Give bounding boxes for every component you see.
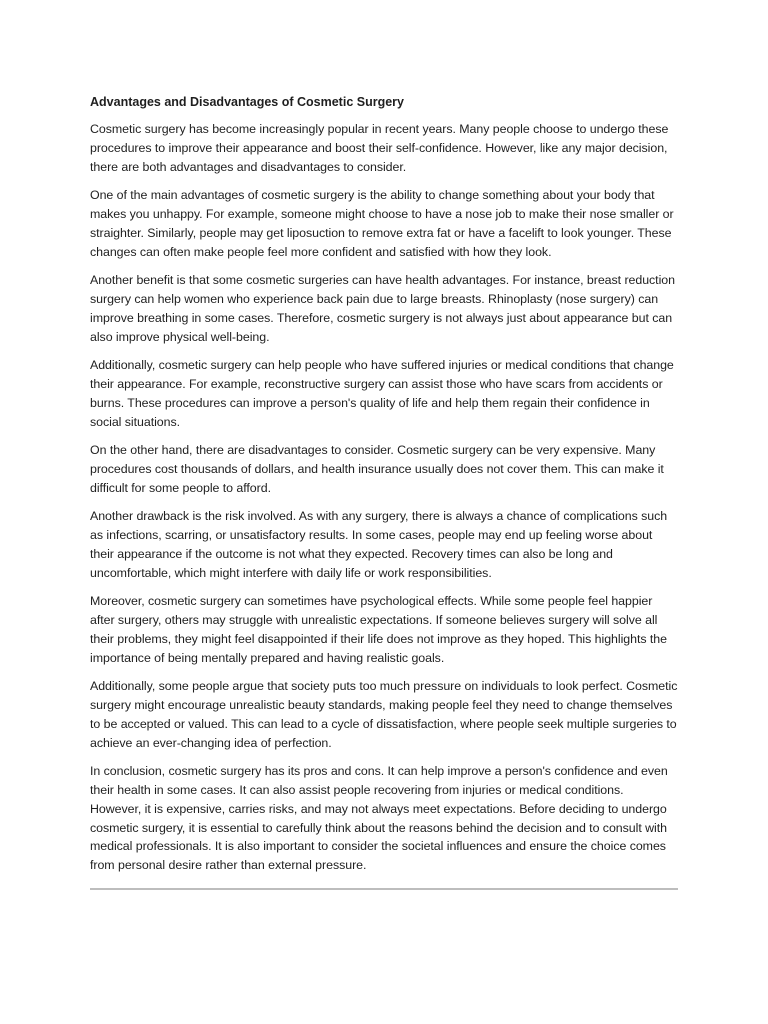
paragraph-advantage-appearance: One of the main advantages of cosmetic surgery is the ability to change something about your body that makes you unhappy. For example, someone might choose to have a nose job to make their nose smaller or straighter. Similarly, people may get liposuction to remove extra fat or have a facelift to look younger. These changes can often make people feel more confident and satisfied with how they look. bbox=[90, 188, 674, 259]
paragraph-disadvantage-risk: Another drawback is the risk involved. As with any surgery, there is always a chance of complications such as infections, scarring, or unsatisfactory results. In some cases, people may end up feeling worse about their appearance if the outcome is not what they expected. Recovery times can also be long and uncomfortable, which might interfere with daily life or work responsibilities. bbox=[90, 509, 668, 580]
paragraph-disadvantage-cost: On the other hand, there are disadvantages to consider. Cosmetic surgery can be very expensive. Many procedures cost thousands of dollars, and health insurance usually does not cover them. This can make it difficult for some people to afford. bbox=[90, 443, 664, 495]
paragraph-conclusion: In conclusion, cosmetic surgery has its pros and cons. It can help improve a person's confidence and even their health in some cases. It can also assist people recovering from injuries or medical conditions. However, it is expensive, carries risks, and may not always meet expectations. Before deciding to undergo cosmetic surgery, it is essential to carefully think about the reasons behind the decision and to consult with medical professionals. It is also important to consider the societal influences and ensure the choice comes from personal desire rather than external pressure. bbox=[90, 764, 668, 873]
paragraph-intro: Cosmetic surgery has become increasingly popular in recent years. Many people choose to undergo these procedures to improve their appearance and boost their self-confidence. However, like any major decision, there are both advantages and disadvantages to consider. bbox=[90, 122, 669, 174]
document-title: Advantages and Disadvantages of Cosmetic Surgery bbox=[90, 95, 404, 109]
document-body bbox=[90, 93, 678, 885]
horizontal-rule bbox=[90, 888, 678, 890]
paragraph-advantage-health: Another benefit is that some cosmetic surgeries can have health advantages. For instance, breast reduction surgery can help women who experience back pain due to large breasts. Rhinoplasty (nose surgery) can improve breathing in some cases. Therefore, cosmetic surgery is not always just about appearance but can also improve physical well-being. bbox=[90, 273, 675, 344]
paragraph-disadvantage-societal: Additionally, some people argue that society puts too much pressure on individuals to look perfect. Cosmetic surgery might encourage unrealistic beauty standards, making people feel they need to change themselves to be accepted or valued. This can lead to a cycle of dissatisfaction, where people seek multiple surgeries to achieve an ever-changing idea of perfection. bbox=[90, 679, 678, 750]
paragraph-disadvantage-psychological: Moreover, cosmetic surgery can sometimes have psychological effects. While some people feel happier after surgery, others may struggle with unrealistic expectations. If someone believes surgery will solve all their problems, they might feel disappointed if their life does not improve as they hoped. This highlights the importance of being mentally prepared and having realistic goals. bbox=[90, 594, 667, 665]
paragraph-advantage-reconstructive: Additionally, cosmetic surgery can help people who have suffered injuries or medical conditions that change their appearance. For example, reconstructive surgery can assist those who have scars from accidents or burns. These procedures can improve a person's quality of life and help them regain their confidence in social situations. bbox=[90, 358, 674, 429]
